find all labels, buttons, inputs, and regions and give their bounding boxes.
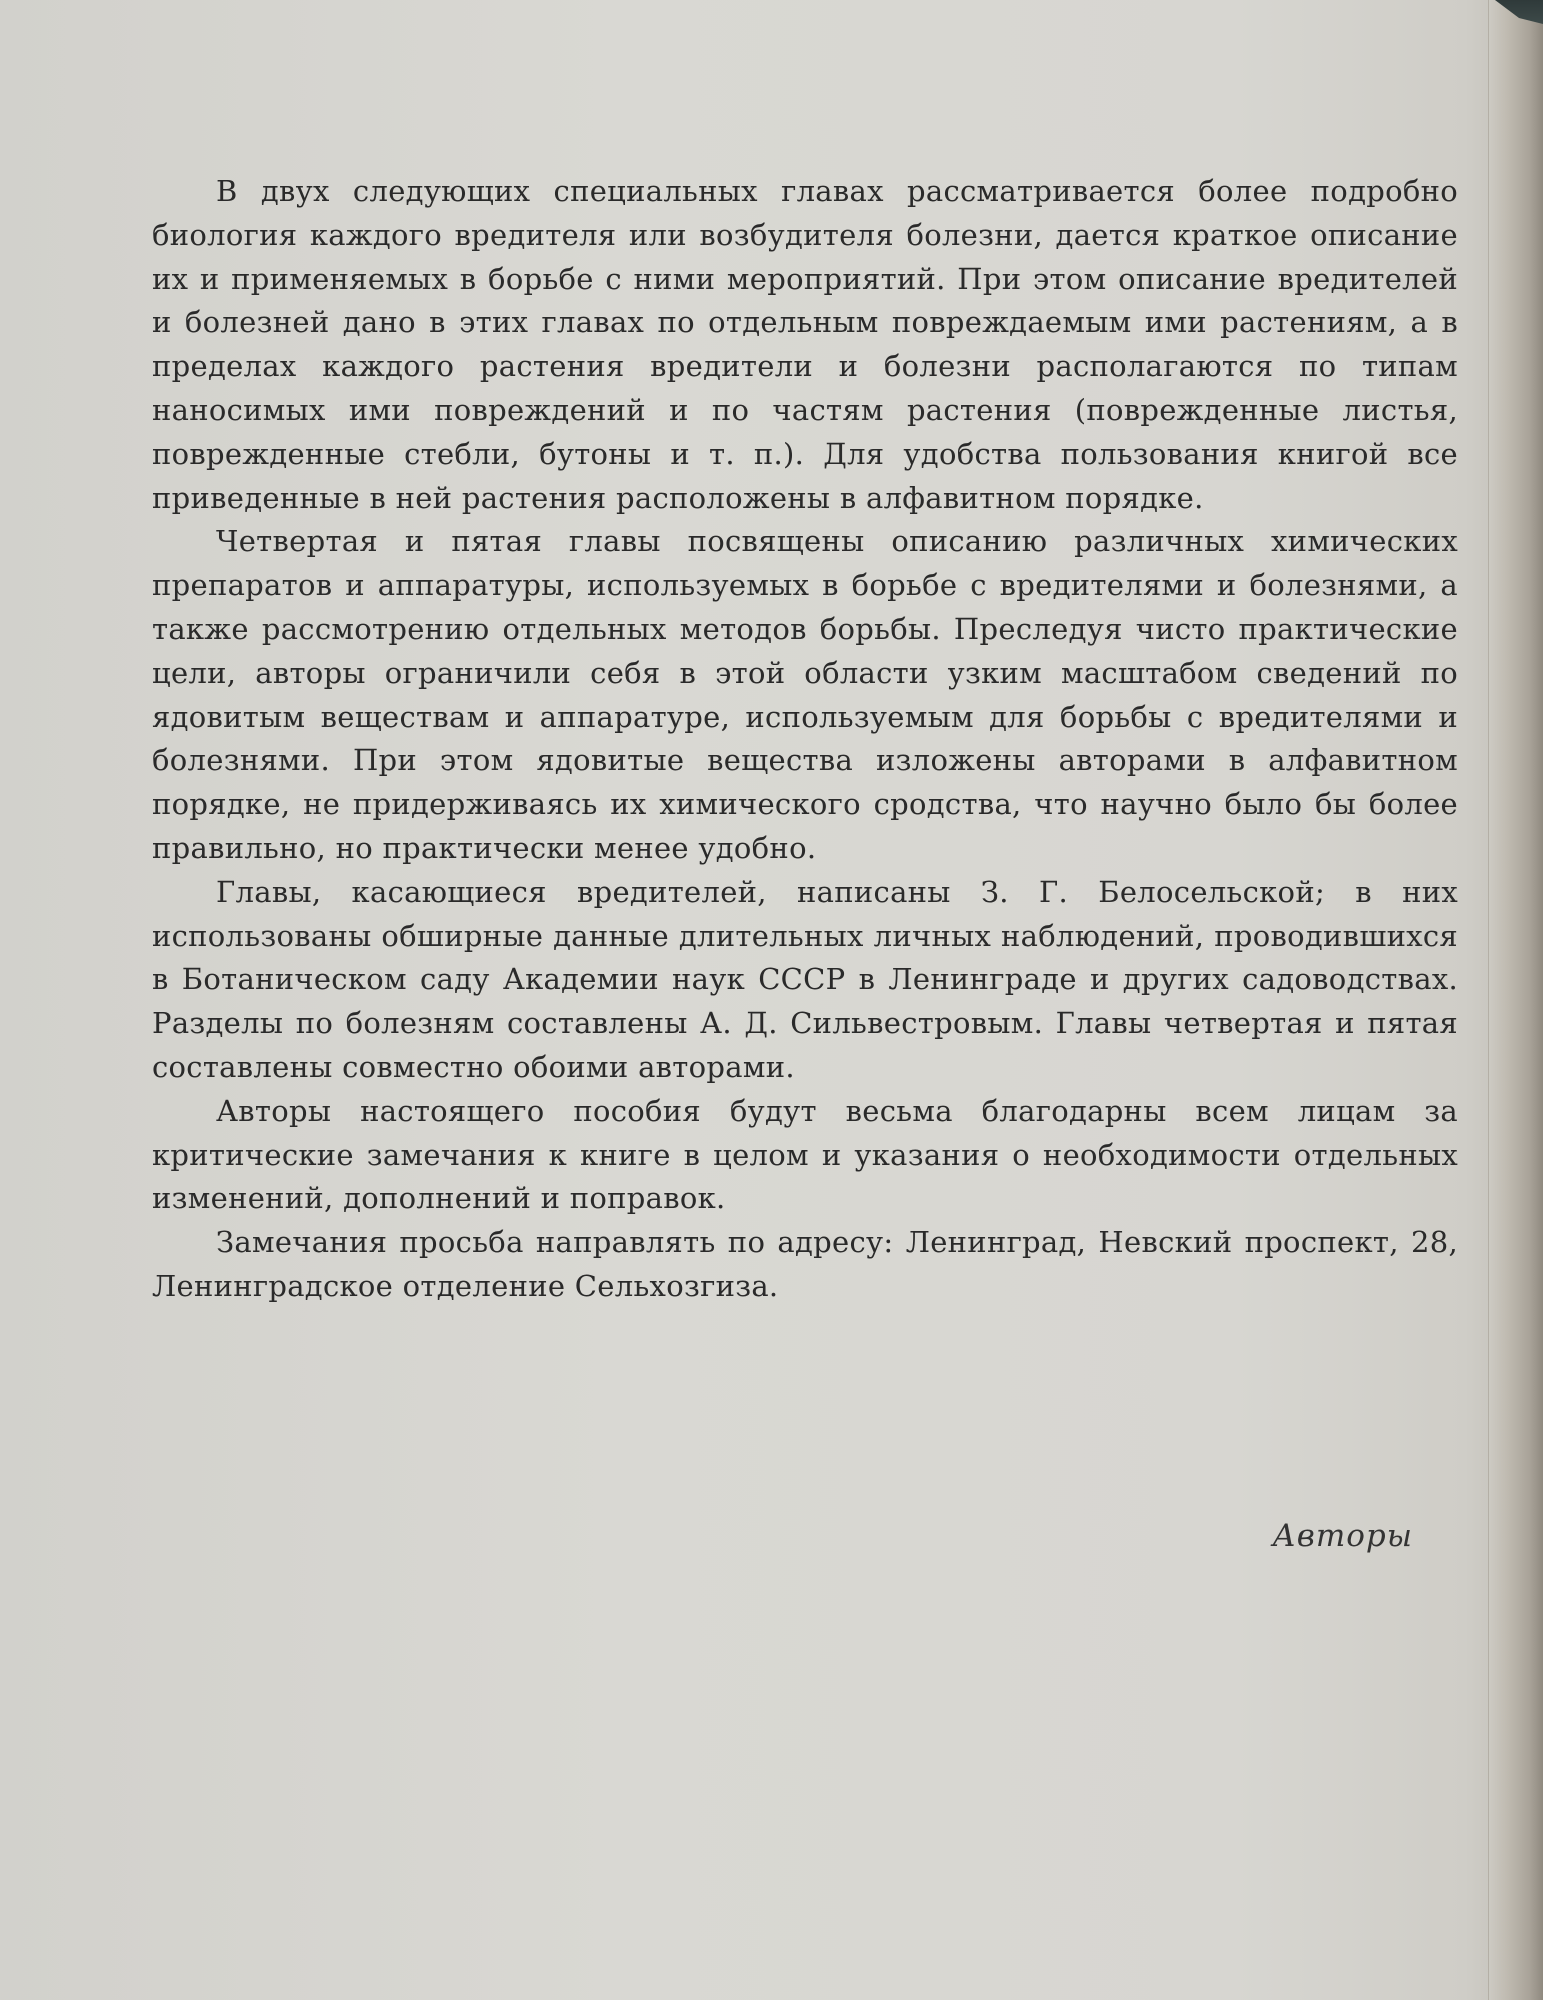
paragraph-2: Четвертая и пятая главы посвящены описанию различных химических препаратов и аппаратуры, используемых в борьбе с вредителями и болезнями, а также рассмотрению отдельных методов борьбы. Преследуя чисто практические цели, авторы ограничили себя в этой области узким масштабом сведений по ядовитым веществам и аппаратуре, используемым для борьбы с вредителями и болезнями. При этом ядовитые вещества изложены авторами в алфавитном порядке, не придерживаясь их химического сродства, что научно было бы более правильно, но практически менее удобно.: [152, 524, 1458, 865]
paragraph-5: Замечания просьба направлять по адресу: Ленинград, Невский проспект, 28, Ленинградское отделение Сельхозгиза.: [152, 1225, 1458, 1303]
paragraph-3: Главы, касающиеся вредителей, написаны З. Г. Белосельской; в них использованы обширные данные длительных личных наблюдений, проводившихся в Ботаническом саду Академии наук СССР в Ленинграде и других садоводствах. Разделы по болезням составлены А. Д. Сильвестровым. Главы четвертая и пятая составлены совместно обоими авторами.: [152, 874, 1458, 1084]
paragraph-1: В двух следующих специальных главах рассматривается более подробно биология каждого вредителя или возбудителя болезни, дается краткое описание их и применяемых в борьбе с ними мероприятий. При этом описание вредителей и болезней дано в этих главах по отдельным повреждаемым ими растениям, а в пределах каждого растения вредители и болезни располагаются по типам наносимых ими повреждений и по частям растения (поврежденные листья, поврежденные стебли, бутоны и т. п.). Для удобства пользования книгой все приведенные в ней растения расположены в алфавитном порядке.: [152, 174, 1458, 515]
body-text: [152, 170, 1458, 1309]
paragraph-4: Авторы настоящего пособия будут весьма благодарны всем лицам за критические замечания к книге в целом и указания о необходимости отдельных изменений, дополнений и поправок.: [152, 1093, 1458, 1216]
signature: Авторы: [1272, 1518, 1413, 1554]
page-edge: [1488, 0, 1543, 2000]
